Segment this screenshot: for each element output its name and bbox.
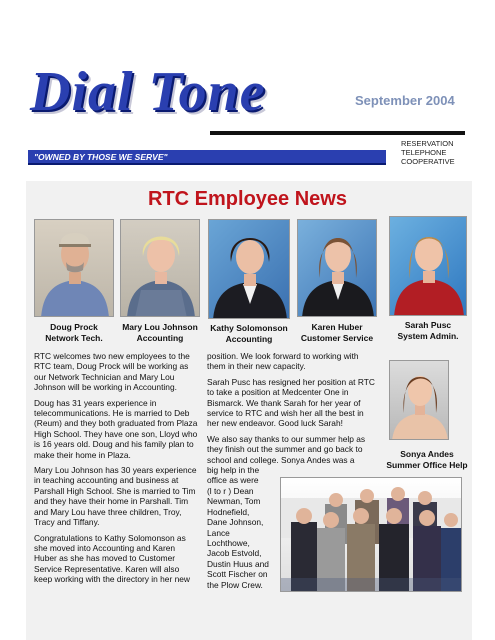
article-line: Jacob Estvold, xyxy=(207,548,262,559)
article-line: Lance xyxy=(207,527,230,538)
staff-title: Network Tech. xyxy=(45,333,103,343)
cooperative-name xyxy=(401,139,455,166)
portrait-image xyxy=(209,220,290,319)
article-line: Newman, Tom xyxy=(207,496,261,507)
staff-name: Mary Lou Johnson xyxy=(122,322,198,332)
article-line: Dustin Huus and xyxy=(207,558,269,569)
staff-name: Sarah Pusc xyxy=(404,320,452,330)
article-line: office as were xyxy=(207,475,259,486)
sonya-name: Sonya Andes xyxy=(400,449,454,459)
photo-plow-crew xyxy=(280,477,462,592)
portrait-image xyxy=(390,361,449,440)
coop-line-1: RESERVATION xyxy=(401,139,454,148)
photo-sonya-andes xyxy=(389,360,449,440)
staff-title: Customer Service xyxy=(300,333,374,343)
caption-sonya-andes xyxy=(375,449,479,471)
caption-sarah-pusc xyxy=(378,320,478,342)
article-line: Hodnefield, xyxy=(207,506,250,517)
portrait-image xyxy=(390,217,467,316)
staff-title: Accounting xyxy=(136,333,184,343)
staff-photo-sarah-pusc xyxy=(389,216,467,316)
caption-doug-prock xyxy=(24,322,124,344)
staff-name: Kathy Solomonson xyxy=(210,323,288,333)
article-paragraph: Congratulations to Kathy Solomonson as she moved into Accounting and Karen Huber as she has moved to Customer Service Representative. Karen will also keep working with the directory in her new xyxy=(34,532,190,585)
staff-title: Accounting xyxy=(225,334,273,344)
caption-karen-huber xyxy=(287,322,387,344)
caption-mary-lou-johnson xyxy=(110,322,210,344)
headline: RTC Employee News xyxy=(148,188,347,210)
article-wrap-text xyxy=(207,465,279,590)
article-paragraph: Sarah Pusc has resigned her position at RTC to take a position at Medcenter One in Bismarck. We thank Sarah for her year of service to RTC and wish her all the best in her new endeavor. Good luck Sarah! xyxy=(207,376,375,429)
staff-title: System Admin. xyxy=(397,331,459,341)
article-paragraph: position. We look forward to working with them in their new capacity. xyxy=(207,351,359,372)
portrait-image xyxy=(298,220,377,317)
staff-photo-mary-lou-johnson xyxy=(120,219,200,317)
staff-photo-kathy-solomonson xyxy=(208,219,290,319)
article-column-1 xyxy=(34,351,198,590)
issue-date: September 2004 xyxy=(355,93,455,108)
sonya-title: Summer Office Help xyxy=(386,460,468,470)
staff-photo-karen-huber xyxy=(297,219,377,317)
article-paragraph: We also say thanks to our summer help as they finish out the summer and go back to school and college. Sonya Andes was a xyxy=(207,433,366,465)
portrait-image xyxy=(121,220,200,317)
caption-kathy-solomonson xyxy=(199,323,299,345)
group-photo-image xyxy=(281,478,462,592)
article-paragraph: RTC welcomes two new employees to the RTC team, Doug Prock will be working as our Network Technician and Mary Lou Johnson will be working in Accounting. xyxy=(34,351,190,393)
staff-photo-doug-prock xyxy=(34,219,114,317)
article-line: (l to r ) Dean xyxy=(207,485,254,496)
dial-tone-logo: Dial Tone xyxy=(30,61,266,123)
staff-name: Karen Huber xyxy=(311,322,363,332)
article-line: Dane Johnson, xyxy=(207,517,264,528)
article-line: the Plow Crew. xyxy=(207,579,263,590)
coop-line-3: COOPERATIVE xyxy=(401,157,455,166)
portrait-image xyxy=(35,220,114,317)
coop-line-2: TELEPHONE xyxy=(401,148,447,157)
article-line: Scott Fischer on xyxy=(207,569,268,580)
staff-name: Doug Prock xyxy=(50,322,98,332)
article-paragraph: Mary Lou Johnson has 30 years experience in teaching accounting and business at Parshall High School. She is married to Tim and they have their home in Parshall. Tim and Mary Lou have three children, Troy, Tracy and Tiffany. xyxy=(34,465,197,528)
article-line: Lochthowe, xyxy=(207,537,250,548)
article-paragraph: Doug has 31 years experience in telecommunications. He is married to Deb (Reum) and they both graduated from Plaza High School. They have one son, Lloyd who is 16 years old. Doug and his family plan to make their home in Plaza. xyxy=(34,397,198,460)
article-line: big help in the xyxy=(207,465,260,476)
logo-underline xyxy=(210,131,465,135)
tagline-bar: "OWNED BY THOSE WE SERVE" xyxy=(28,150,386,165)
